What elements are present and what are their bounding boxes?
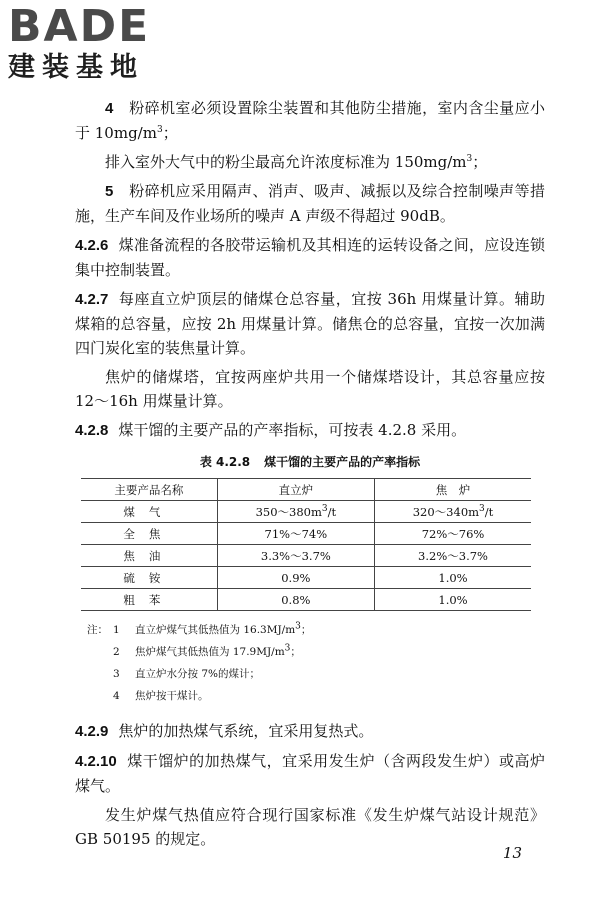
note-item: 4 焦炉按干煤计。 <box>113 690 209 702</box>
clause-4-2-7: 4.2.7 每座直立炉顶层的储煤仓总容量，宜按 36h 用煤量计算。辅助煤箱的总容量，应按 2h 用煤量计算。储焦仓的总容量，宜按一次加满四门炭化室的装焦量计算。 <box>75 290 545 357</box>
note-item: 2 焦炉煤气其低热值为 $17.9MJ/m^3$； <box>113 643 301 658</box>
clause-4-2-10-continued: 发生炉煤气热值应符合现行国家标准《发生炉煤气站设计规范》GB 50195 的规定。 <box>75 806 545 848</box>
paragraph-item-5: 5 粉碎机应采用隔声、消声、吸声、减振以及综合控制噪声等措施，生产车间及作业场所的噪声 A 声级不得超过 90dB。 <box>75 182 545 225</box>
table-row <box>81 545 531 567</box>
vertical-retort-cell: 3.3%～3.7% <box>217 545 374 567</box>
header-product-name: 主要产品名称 <box>81 479 217 501</box>
coke-oven-cell: 1.0% <box>375 567 531 589</box>
clause-4-2-6: 4.2.6 煤准备流程的各胶带运输机及其相连的运转设备之间，应设连锁集中控制装置。 <box>75 236 545 279</box>
logo-subtitle: 建装基地 <box>8 52 144 83</box>
clause-4-2-10: 4.2.10 煤干馏炉的加热煤气，宜采用发生炉（含两段发生炉）或高炉煤气。 <box>75 752 545 795</box>
table-row <box>81 501 531 523</box>
table-header-row <box>81 479 531 501</box>
vertical-retort-cell: 71%～74% <box>217 523 374 545</box>
note-item: 注： 1 直立炉煤气其低热值为 $16.3MJ/m^3$； <box>87 619 545 641</box>
product-name-cell: 煤气 <box>81 501 217 523</box>
product-name-cell: 粗苯 <box>81 589 217 611</box>
table-row <box>81 567 531 589</box>
product-name-cell: 焦油 <box>81 545 217 567</box>
coke-oven-cell: $320\sim 340m^3/t$ <box>375 501 531 523</box>
table-row <box>81 523 531 545</box>
coke-oven-cell: 72%～76% <box>375 523 531 545</box>
note-item: 3 直立炉水分按 7%的煤计； <box>113 668 260 680</box>
header-vertical-retort: 直立炉 <box>217 479 374 501</box>
coke-oven-cell: 1.0% <box>375 589 531 611</box>
header-coke-oven: 焦 炉 <box>375 479 531 501</box>
clause-4-2-7-continued: 焦炉的储煤塔，宜按两座炉共用一个储煤塔设计，其总容量应按 12～16h 用煤量计算。 <box>75 368 545 410</box>
page-content <box>75 96 545 856</box>
vertical-retort-cell: 0.8% <box>217 589 374 611</box>
product-name-cell: 全焦 <box>81 523 217 545</box>
yield-table <box>81 478 531 611</box>
logo-wordmark: BADE <box>8 1 151 52</box>
note-prefix: 注： <box>87 624 108 636</box>
vertical-retort-cell: 0.9% <box>217 567 374 589</box>
logo <box>8 1 183 86</box>
table-notes <box>87 619 545 707</box>
table-caption: 表 4.2.8 煤干馏的主要产品的产率指标 <box>199 455 421 469</box>
clause-4-2-9: 4.2.9 焦炉的加热煤气系统，宜采用复热式。 <box>75 722 374 740</box>
page-number: 13 <box>502 844 522 862</box>
coke-oven-cell: 3.2%～3.7% <box>375 545 531 567</box>
paragraph-item-4: 4 粉碎机室必须设置除尘装置和其他防尘措施，室内含尘量应小于 $10mg/m^3$； <box>75 99 545 142</box>
table-row <box>81 589 531 611</box>
vertical-retort-cell: $350\sim 380m^3/t$ <box>217 501 374 523</box>
clause-4-2-8: 4.2.8 煤干馏的主要产品的产率指标，可按表 4.2.8 采用。 <box>75 421 467 439</box>
paragraph-emission-limit: 排入室外大气中的粉尘最高允许浓度标准为 $150mg/m^3$； <box>105 153 488 171</box>
product-name-cell: 硫铵 <box>81 567 217 589</box>
